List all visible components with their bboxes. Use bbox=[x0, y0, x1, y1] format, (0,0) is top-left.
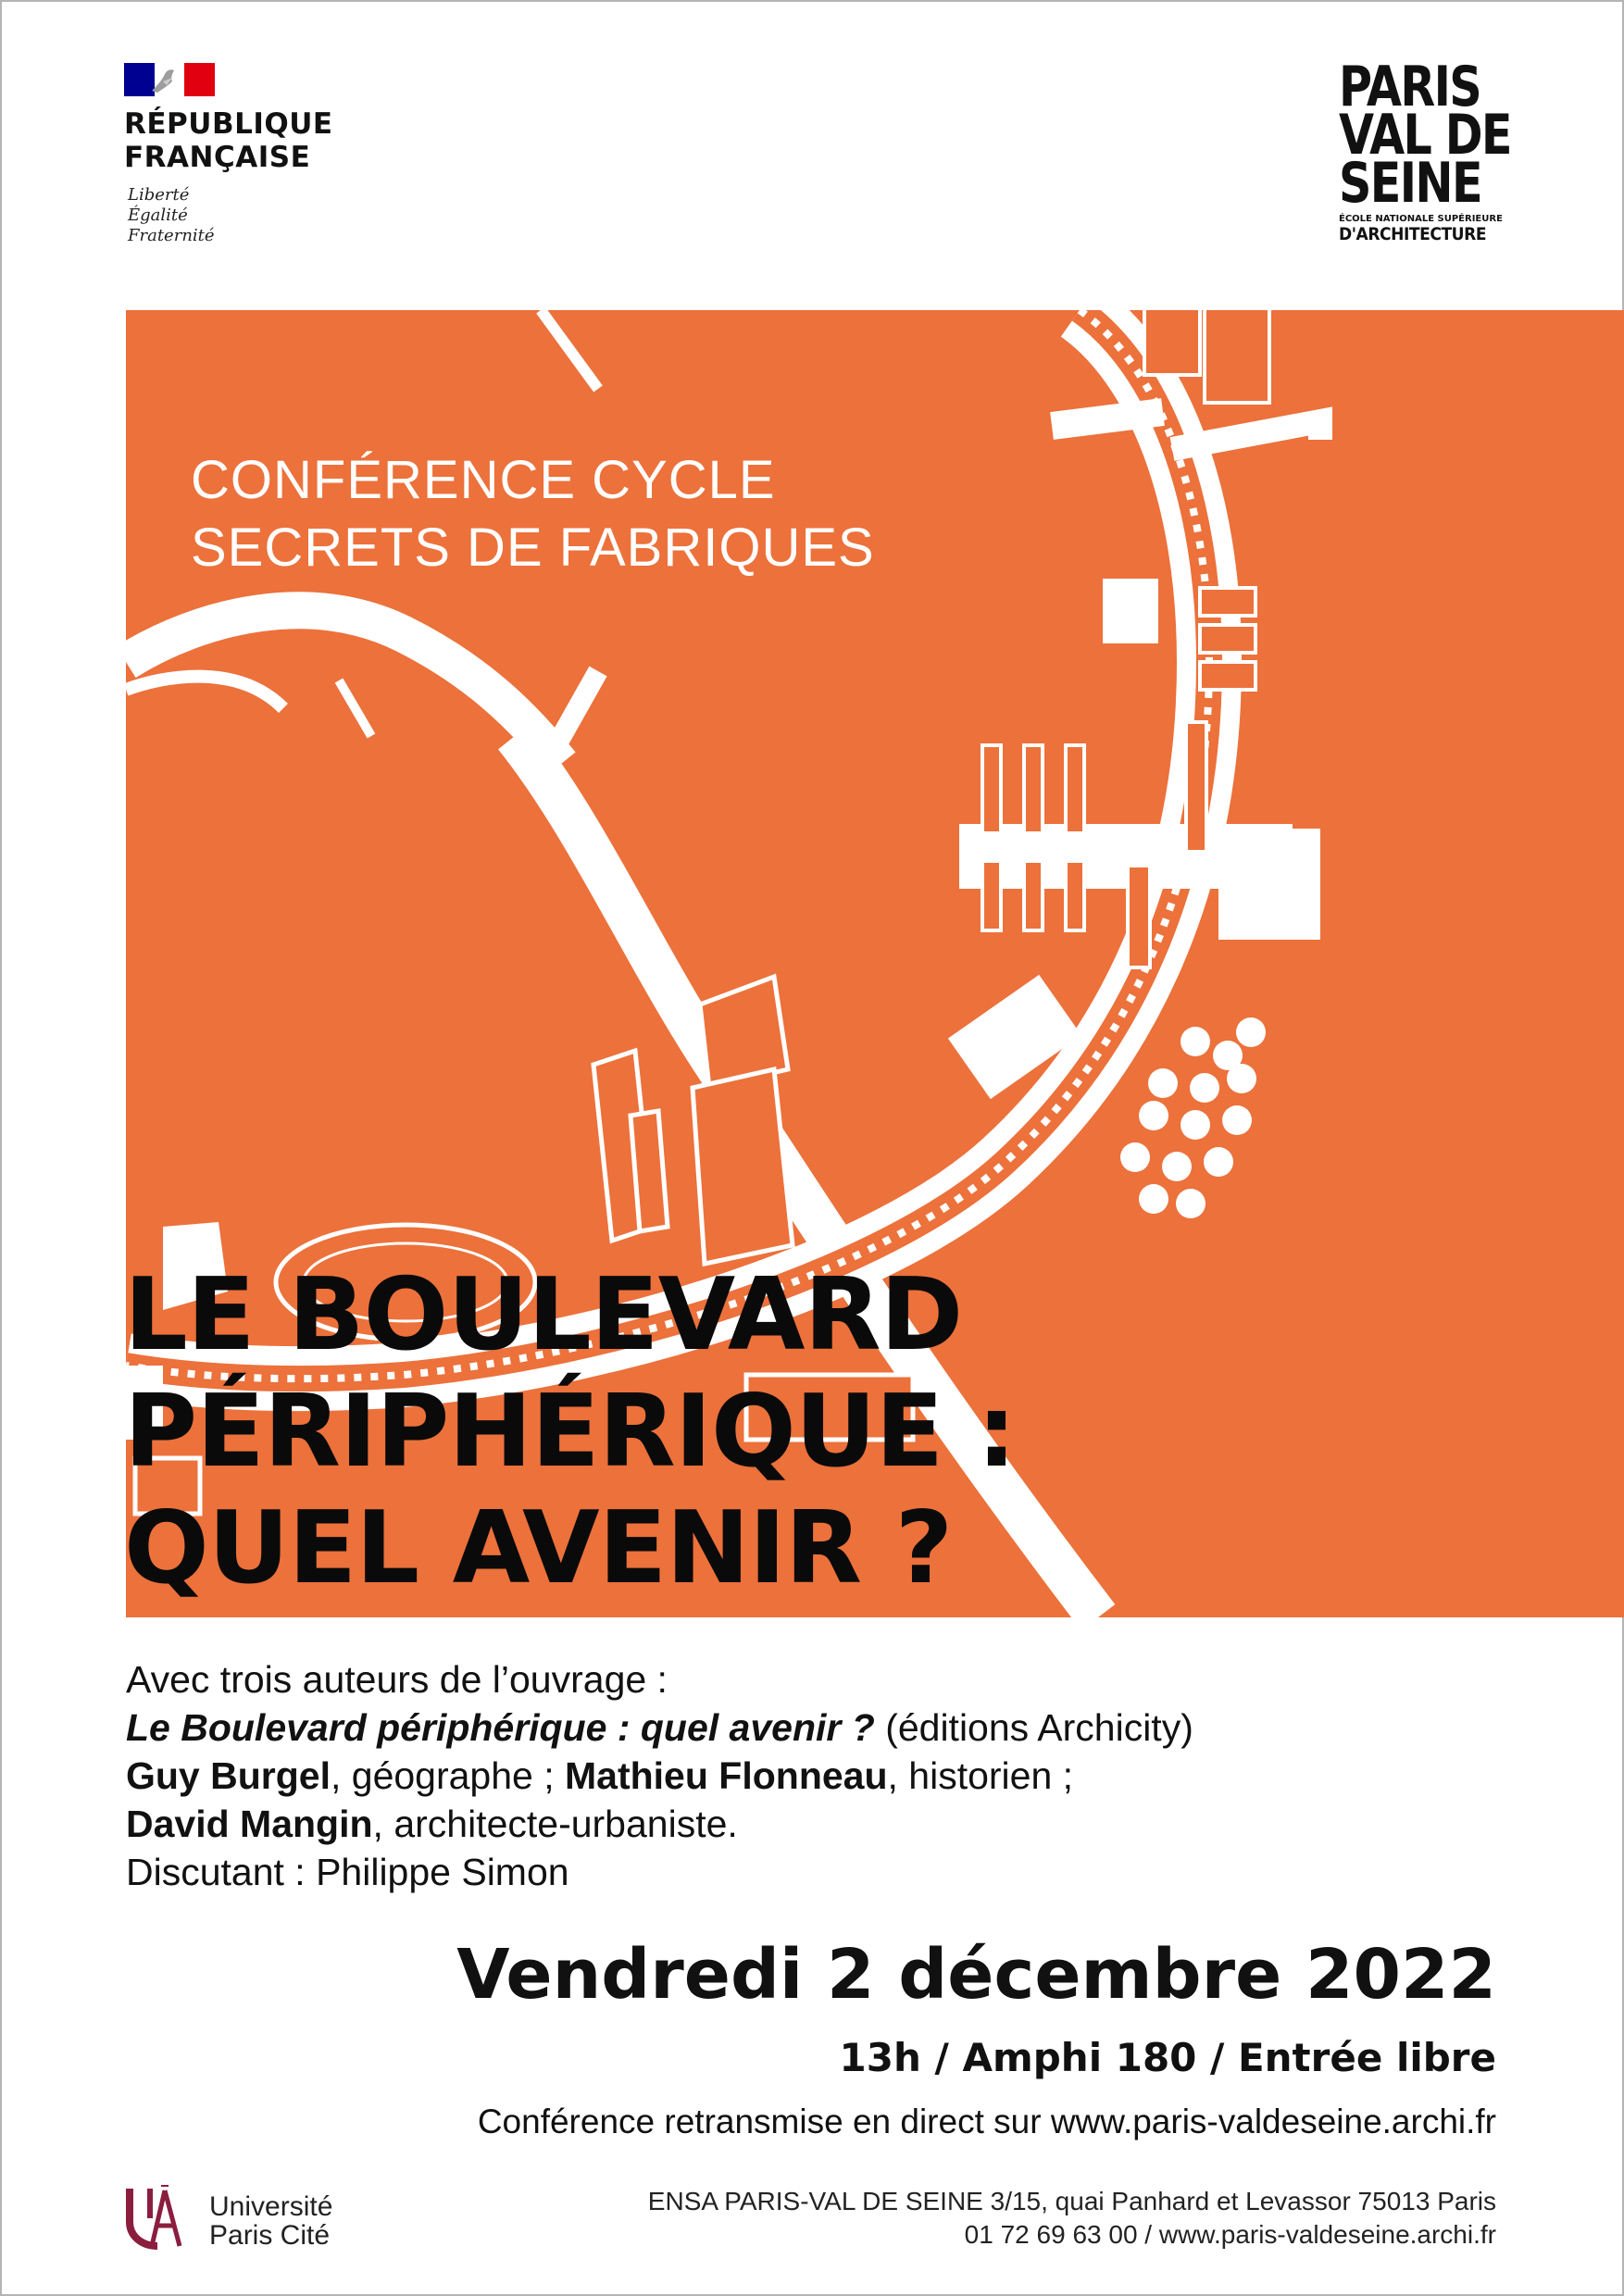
marianne-flag-icon bbox=[124, 63, 215, 96]
authors-line2 bbox=[126, 1800, 1193, 1848]
author1-role: , géographe ; bbox=[330, 1754, 566, 1797]
event-details: 13h / Amphi 180 / Entrée libre bbox=[839, 2035, 1496, 2080]
book-line bbox=[126, 1703, 1193, 1752]
headline-line3: QUEL AVENIR ? bbox=[124, 1491, 953, 1606]
author3-role: , architecte-urbaniste. bbox=[372, 1803, 738, 1845]
address-line1: ENSA PARIS-VAL DE SEINE 3/15, quai Panhard et Levassor 75013 Paris bbox=[647, 2187, 1496, 2215]
conference-headline bbox=[124, 1257, 1016, 1607]
republique-line2: FRANÇAISE bbox=[124, 141, 311, 174]
book-title: Le Boulevard périphérique : quel avenir ? bbox=[126, 1706, 875, 1749]
cycle-line2: SECRETS DE FABRIQUES bbox=[191, 518, 875, 578]
discussant: Discutant : Philippe Simon bbox=[126, 1851, 569, 1893]
author2-role: , historien ; bbox=[887, 1754, 1074, 1797]
school-name-line1: PARIS bbox=[1339, 55, 1481, 119]
speakers-info bbox=[126, 1655, 1193, 1896]
motto-liberte: Liberté bbox=[128, 185, 190, 205]
school-subtitle-line1: ÉCOLE NATIONALE SUPÉRIEURE bbox=[1339, 214, 1503, 224]
authors-line1 bbox=[126, 1752, 1193, 1800]
university-line2: Paris Cité bbox=[209, 2220, 331, 2251]
university-line1: Université bbox=[209, 2191, 333, 2222]
event-date: Vendredi 2 décembre 2022 bbox=[456, 1935, 1496, 2015]
book-publisher: (éditions Archicity) bbox=[874, 1706, 1193, 1749]
paris-val-de-seine-logo bbox=[1339, 55, 1511, 244]
motto-fraternite: Fraternité bbox=[128, 226, 215, 245]
school-name-line3: SEINE bbox=[1339, 151, 1481, 216]
upc-emblem-icon bbox=[124, 2185, 198, 2250]
stream-notice: Conférence retransmise en direct sur www.paris-valdeseine.archi.fr bbox=[477, 2103, 1496, 2140]
motto-egalite: Égalité bbox=[128, 206, 188, 225]
school-address bbox=[648, 2185, 1496, 2252]
intro-text: Avec trois auteurs de l’ouvrage : bbox=[126, 1658, 668, 1701]
author2-name: Mathieu Flonneau bbox=[565, 1754, 888, 1797]
republique-line1: RÉPUBLIQUE bbox=[124, 107, 333, 141]
address-line2: 01 72 69 63 00 / www.paris-valdeseine.archi.fr bbox=[964, 2220, 1496, 2249]
headline-line1: LE BOULEVARD bbox=[124, 1257, 963, 1373]
cycle-line1: CONFÉRENCE CYCLE bbox=[191, 450, 776, 510]
headline-line2: PÉRIPHÉRIQUE : bbox=[124, 1374, 1017, 1490]
school-name-line2: VAL DE bbox=[1339, 103, 1511, 168]
universite-paris-cite-logo bbox=[124, 2185, 333, 2253]
author3-name: David Mangin bbox=[126, 1803, 373, 1845]
conference-cycle-title bbox=[191, 446, 875, 581]
author1-name: Guy Burgel bbox=[126, 1754, 331, 1797]
school-subtitle-line2: D'ARCHITECTURE bbox=[1339, 224, 1487, 244]
